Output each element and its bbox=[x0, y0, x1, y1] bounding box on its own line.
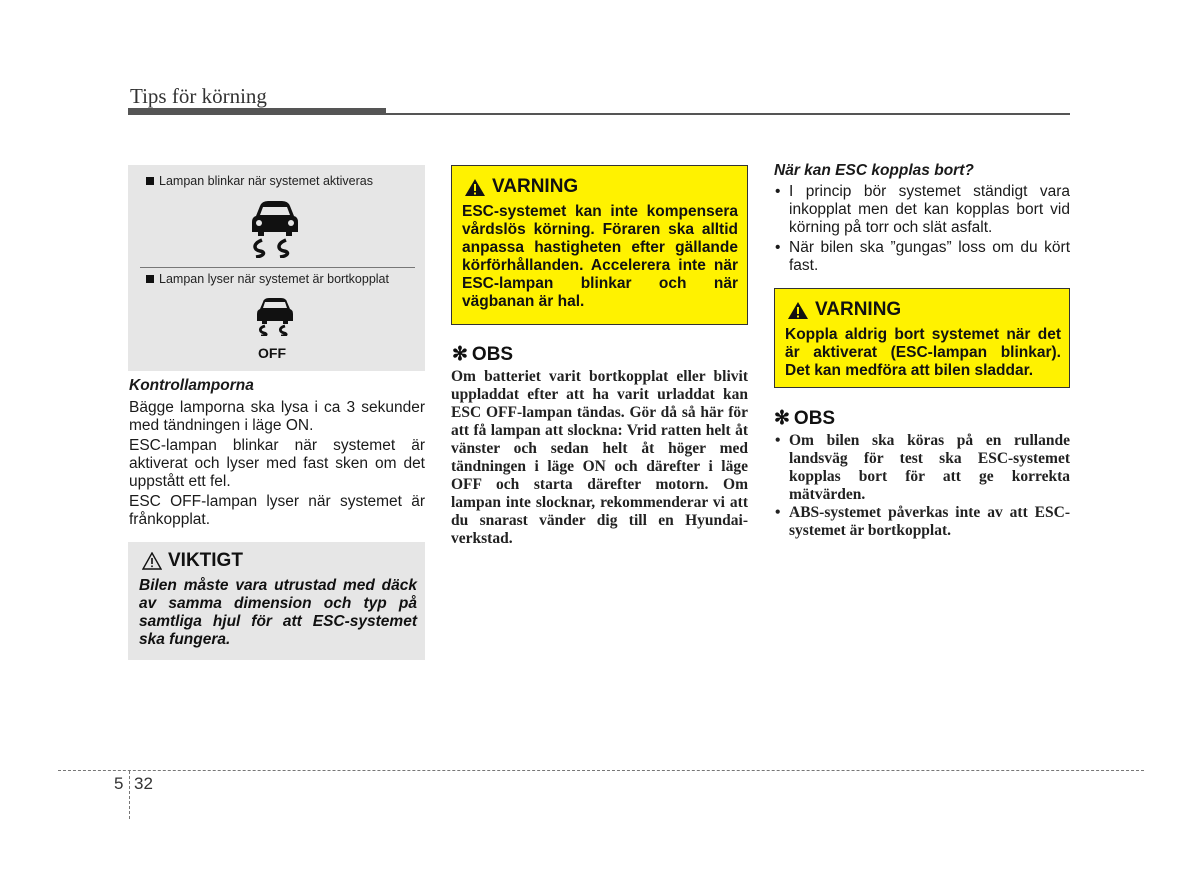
page-number: 32 bbox=[134, 774, 153, 793]
warning-box-1 bbox=[451, 165, 748, 325]
warning-text-1: ESC-systemet kan inte kompensera vårdslös körning. Föraren ska alltid anpassa hastigheten efter gällande körförhållanden. Accelerera inte när ESC-lampan blinkar och när vägbanan är hal. bbox=[462, 203, 738, 310]
list-item: • Om bilen ska köras på en rullande landsväg för test ska ESC-systemet kopplas bort för att ge korrekta mätvärden. bbox=[774, 432, 1070, 504]
page-header-title: Tips för körning bbox=[130, 84, 267, 108]
footer-divider bbox=[129, 771, 130, 819]
warning-title-1 bbox=[464, 176, 578, 198]
obs-list-2 bbox=[774, 432, 1070, 540]
header-rule-thin bbox=[386, 113, 1070, 115]
obs-title-1 bbox=[452, 343, 513, 366]
lamp-caption-off-text: Lampan lyser när systemet är bortkopplat bbox=[159, 272, 389, 286]
viktigt-box bbox=[128, 542, 425, 660]
lamp-divider bbox=[140, 267, 415, 268]
obs-text-1: Om batteriet varit bortkopplat eller blivit uppladdat efter att ha varit urladdat kan ESC OFF-lampan tändas. Gör då så här för att få lampan att slockna: Vrid ratten helt åt vänster och sedan helt åt höger med tändningen i läge ON och därefter i läge OFF och starta därefter motorn. Om lampan inte slocknar, rekommenderar vi att du snarast vänder dig till en Hyundai-verkstad. bbox=[451, 368, 748, 547]
viktigt-title bbox=[142, 550, 243, 572]
lamp-caption-blink-text: Lampan blinkar när systemet aktiveras bbox=[159, 174, 373, 188]
obs-title-2-text: OBS bbox=[793, 407, 836, 429]
kontroll-paragraph: ESC-lampan blinkar när systemet är aktiverat och lyser med fast sken om det uppstått ett fel. bbox=[129, 437, 425, 490]
square-bullet-icon bbox=[146, 177, 154, 185]
indicator-lamp-box bbox=[128, 165, 425, 371]
list-item: • ABS-systemet påverkas inte av att ESC-systemet är bortkopplat. bbox=[774, 504, 1070, 540]
warning-text-2: Koppla aldrig bort systemet när det är aktiverat (ESC-lampan blinkar). Det kan medföra att bilen sladdar. bbox=[785, 326, 1061, 379]
warning-title-2-text: VARNING bbox=[815, 299, 902, 320]
obs-title-2 bbox=[774, 407, 835, 430]
kontroll-paragraph: ESC OFF-lampan lyser när systemet är frånkopplat. bbox=[129, 493, 425, 528]
obs-star-icon: ✻ bbox=[452, 344, 468, 365]
square-bullet-icon bbox=[146, 275, 154, 283]
lamp-caption-blink bbox=[146, 174, 373, 188]
warning-triangle-icon bbox=[787, 301, 809, 320]
kontroll-paragraph: Bägge lamporna ska lysa i ca 3 sekunder med tändningen i läge ON. bbox=[129, 399, 425, 434]
esc-skid-icon bbox=[248, 198, 302, 258]
viktigt-title-text: VIKTIGT bbox=[168, 550, 243, 571]
lamp-caption-off bbox=[146, 272, 389, 286]
warning-box-2 bbox=[774, 288, 1070, 388]
warning-triangle-icon bbox=[142, 552, 162, 570]
viktigt-text: Bilen måste vara utrustad med däck av samma dimension och typ på samtliga hjul för att ESC-systemet ska fungera. bbox=[139, 577, 417, 648]
esc-off-icon bbox=[253, 296, 297, 336]
kopplas-list bbox=[774, 183, 1070, 275]
obs-star-icon: ✻ bbox=[774, 408, 790, 429]
obs-title-1-text: OBS bbox=[471, 343, 514, 365]
warning-title-2 bbox=[787, 299, 901, 321]
kopplas-heading: När kan ESC kopplas bort? bbox=[774, 162, 974, 179]
chapter-number: 5 bbox=[114, 774, 124, 793]
list-item: • I princip bör systemet ständigt vara inkopplat men det kan kopplas bort vid körning på torr och slät asfalt. bbox=[774, 183, 1070, 237]
warning-title-1-text: VARNING bbox=[492, 176, 579, 197]
list-item: • När bilen ska ”gungas” loss om du kört fast. bbox=[774, 239, 1070, 275]
kontroll-heading: Kontrollamporna bbox=[129, 377, 254, 394]
footer-rule bbox=[58, 770, 1144, 771]
header-rule-thick bbox=[128, 108, 386, 115]
off-label: OFF bbox=[258, 345, 286, 361]
warning-triangle-icon bbox=[464, 178, 486, 197]
